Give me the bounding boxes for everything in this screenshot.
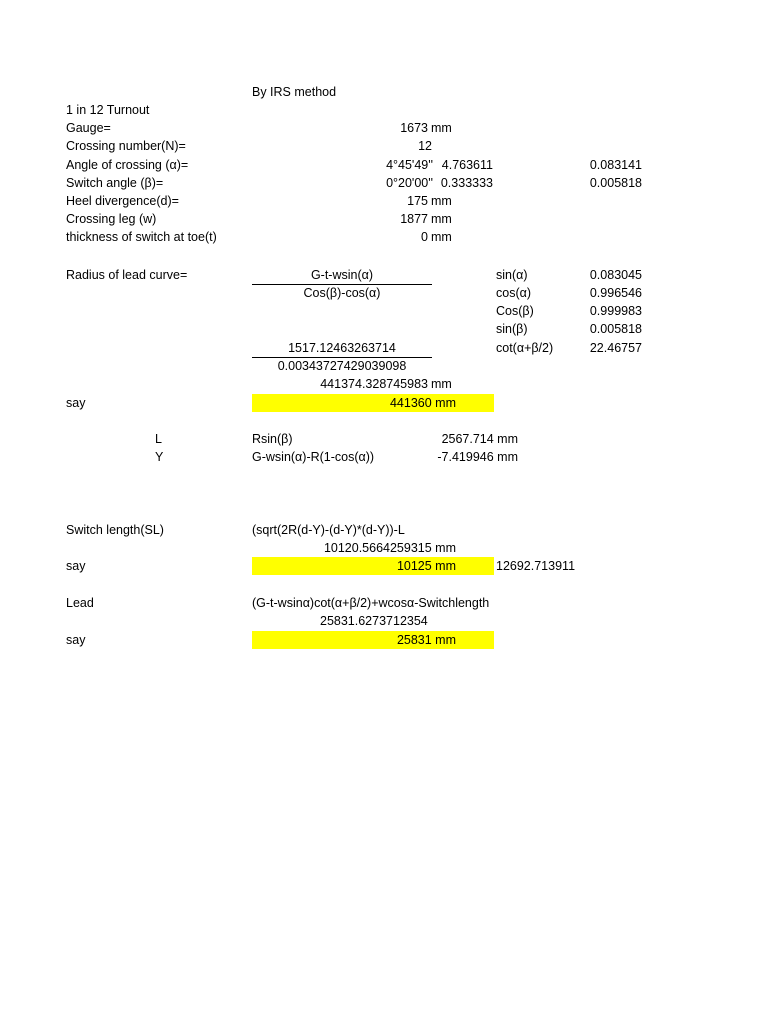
radius-denominator-value: 0.00343727429039098 <box>277 359 407 373</box>
param-extra-switch-angle: 0.005818 <box>589 176 642 190</box>
param-unit-crossing-leg: mm <box>431 212 452 226</box>
trig-label-sin-beta: sin(β) <box>496 322 528 336</box>
radius-denominator: Cos(β)-cos(α) <box>303 286 381 300</box>
param-value-heel-divergence: 175 <box>407 194 428 208</box>
switch-label: Switch length(SL) <box>66 523 164 537</box>
param-extra-angle-crossing: 0.083141 <box>589 158 642 172</box>
lead-result: 25831.6273712354 <box>320 614 428 628</box>
trig-value-cos-beta: 0.999983 <box>589 304 642 318</box>
trig-label-cos-beta: Cos(β) <box>496 304 534 318</box>
switch-say-value: 10125 mm <box>396 559 456 573</box>
param-label-thickness: thickness of switch at toe(t) <box>66 230 217 244</box>
Y-label: Y <box>155 450 164 464</box>
param-label-crossing-leg: Crossing leg (w) <box>66 212 157 226</box>
switch-formula: (sqrt(2R(d-Y)-(d-Y)*(d-Y))-L <box>252 523 405 537</box>
param-value-switch-angle: 0°20'00'' <box>386 176 433 190</box>
title: By IRS method <box>252 85 337 99</box>
trig-label-cos-alpha: cos(α) <box>496 286 532 300</box>
param-decimal-switch-angle: 0.333333 <box>440 176 493 190</box>
param-value-angle-crossing: 4°45'49'' <box>386 158 433 172</box>
switch-extra: 12692.713911 <box>496 559 576 573</box>
param-label-heel-divergence: Heel divergence(d)= <box>66 194 179 208</box>
trig-value-cot: 22.46757 <box>589 341 642 355</box>
switch-result: 10120.5664259315 mm <box>323 541 456 555</box>
param-label-switch-angle: Switch angle (β)= <box>66 176 164 190</box>
lead-say-value: 25831 mm <box>396 633 456 647</box>
L-value: 2567.714 mm <box>441 432 518 446</box>
trig-label-cot: cot(α+β/2) <box>496 341 554 355</box>
radius-result-unit: mm <box>431 377 452 391</box>
radius-say-label: say <box>66 396 86 410</box>
param-value-crossing-leg: 1877 <box>400 212 428 226</box>
param-label-gauge: Gauge= <box>66 121 111 135</box>
L-label: L <box>155 432 162 446</box>
radius-result: 441374.328745983 <box>320 377 428 391</box>
param-label-crossing-number: Crossing number(N)= <box>66 139 186 153</box>
lead-say-label: say <box>66 633 86 647</box>
param-value-crossing-number: 12 <box>418 139 432 153</box>
param-label-angle-crossing: Angle of crossing (α)= <box>66 158 189 172</box>
lead-label: Lead <box>66 596 94 610</box>
param-value-gauge: 1673 <box>400 121 428 135</box>
trig-value-cos-alpha: 0.996546 <box>589 286 642 300</box>
subtitle: 1 in 12 Turnout <box>66 103 150 117</box>
trig-value-sin-beta: 0.005818 <box>589 322 642 336</box>
param-value-thickness: 0 <box>421 230 428 244</box>
param-decimal-angle-crossing: 4.763611 <box>441 158 493 172</box>
radius-numerator: G-t-wsin(α) <box>310 268 374 282</box>
trig-value-sin-alpha: 0.083045 <box>589 268 642 282</box>
radius-label: Radius of lead curve= <box>66 268 188 282</box>
Y-formula: G-wsin(α)-R(1-cos(α)) <box>252 450 375 464</box>
param-unit-gauge: mm <box>431 121 452 135</box>
lead-formula: (G-t-wsinα)cot(α+β/2)+wcosα-Switchlength <box>252 596 490 610</box>
radius-numerator-value: 1517.12463263714 <box>288 341 396 355</box>
param-unit-heel-divergence: mm <box>431 194 452 208</box>
param-unit-thickness: mm <box>431 230 452 244</box>
trig-label-sin-alpha: sin(α) <box>496 268 528 282</box>
L-formula: Rsin(β) <box>252 432 293 446</box>
switch-say-label: say <box>66 559 86 573</box>
radius-say-value: 441360 mm <box>389 396 456 410</box>
Y-value: -7.419946 mm <box>437 450 518 464</box>
